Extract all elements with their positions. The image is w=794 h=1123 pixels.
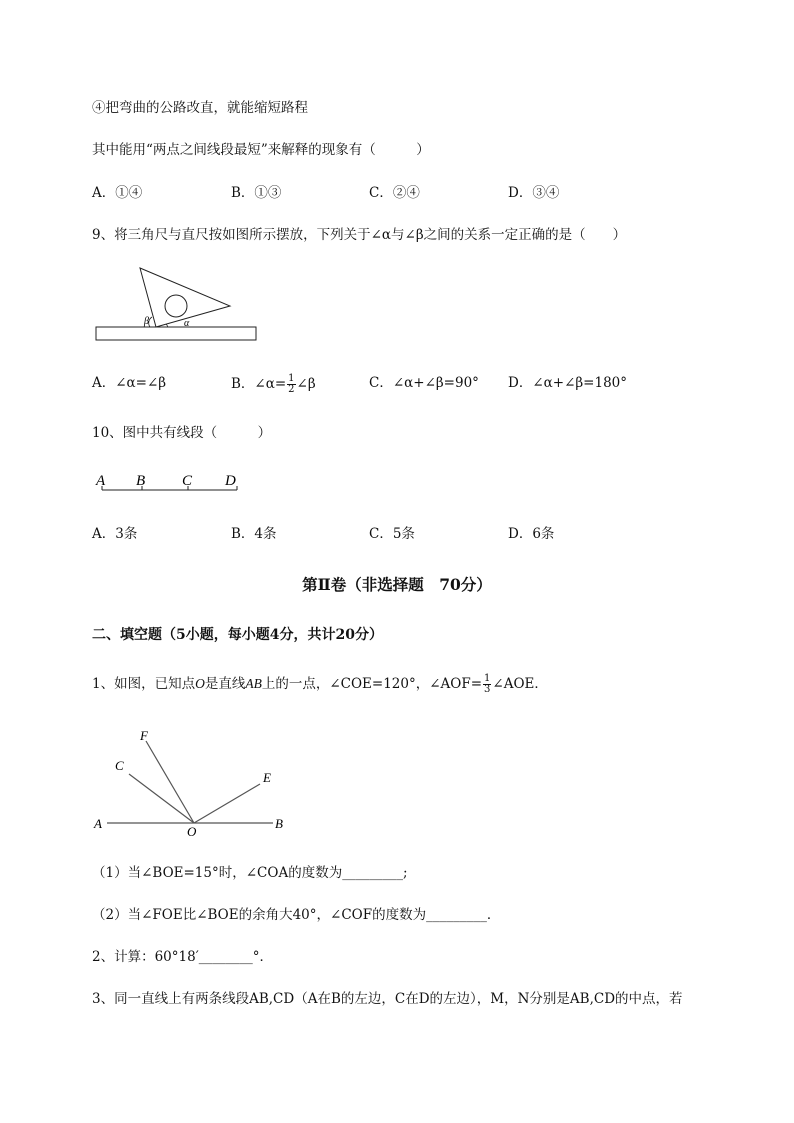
q9-prompt: 9、将三角尺与直尺按如图所示摆放，下列关于∠α与∠β之间的关系一定正确的是（ ）: [92, 227, 627, 243]
fill1-sub1: （1）当∠BOE=15°时，∠COA的度数为_________;: [92, 865, 408, 881]
q9-triangle-ruler-figure: [92, 262, 262, 346]
alpha-label: α: [184, 318, 190, 329]
q9-option-a: A．∠α=∠β: [92, 375, 167, 391]
q8-option-c: C．②④: [369, 185, 420, 201]
q9-options: [92, 373, 732, 395]
set-square-hole: [165, 295, 187, 317]
ray-of: [146, 741, 194, 823]
ray-oc: [129, 774, 194, 823]
q10-option-d: D．6条: [508, 526, 555, 542]
beta-label: β: [144, 316, 149, 327]
label-c: C: [115, 758, 124, 773]
part-title: 二、填空题（5小题，每小题4分，共计20分）: [92, 627, 383, 643]
q10-option-c: C．5条: [369, 526, 415, 542]
q10-prompt: 10、图中共有线段（ ）: [92, 425, 272, 441]
point-a-label: A: [96, 473, 106, 489]
q8-prompt: 其中能用“两点之间线段最短”来解释的现象有（ ）: [92, 142, 430, 158]
point-b-label: B: [136, 473, 146, 489]
q9-option-c: C．∠α+∠β=90°: [369, 375, 479, 391]
fill1-prompt: 1、如图，已知点O是直线AB上的一点，∠COE=120°，∠AOF= $\frac{1}{3}$ ∠AOE．: [92, 673, 548, 695]
q8-option-d: D．③④: [508, 185, 560, 201]
q9-option-b: B．∠α= $\frac{1}{2}$ ∠β: [231, 373, 316, 395]
beta-arc: [149, 317, 152, 327]
label-a: A: [94, 816, 102, 831]
ruler: [96, 327, 256, 340]
q8-option-a: A．①④: [92, 185, 143, 201]
q9-option-d: D．∠α+∠β=180°: [508, 375, 628, 391]
fill2-prompt: 2、计算：60°18′________°．: [92, 949, 274, 965]
q8-option-b: B．①③: [231, 185, 282, 201]
fill1-angle-figure: [90, 726, 300, 838]
label-o: O: [187, 824, 197, 838]
label-f: F: [140, 728, 148, 743]
q8-options: [92, 184, 732, 202]
q10-segment-figure: [92, 470, 252, 498]
point-d-label: D: [225, 473, 236, 489]
q10-option-a: A．3条: [92, 526, 138, 542]
fill3-prompt: 3、同一直线上有两条线段AB,CD（A在B的左边，C在D的左边），M，N分别是AB,CD的中点，若: [92, 991, 683, 1007]
label-e: E: [263, 770, 271, 785]
section-title: 第Ⅱ卷（非选择题 70分）: [302, 575, 492, 594]
fill1-sub2: （2）当∠FOE比∠BOE的余角大40°，∠COF的度数为_________．: [92, 907, 501, 923]
point-c-label: C: [182, 473, 193, 489]
q10-option-b: B．4条: [231, 526, 277, 542]
ray-oe: [194, 784, 260, 823]
label-b: B: [275, 816, 283, 831]
q8-item-4: ④把弯曲的公路改直，就能缩短路程: [92, 100, 308, 116]
q10-options: [92, 525, 732, 543]
